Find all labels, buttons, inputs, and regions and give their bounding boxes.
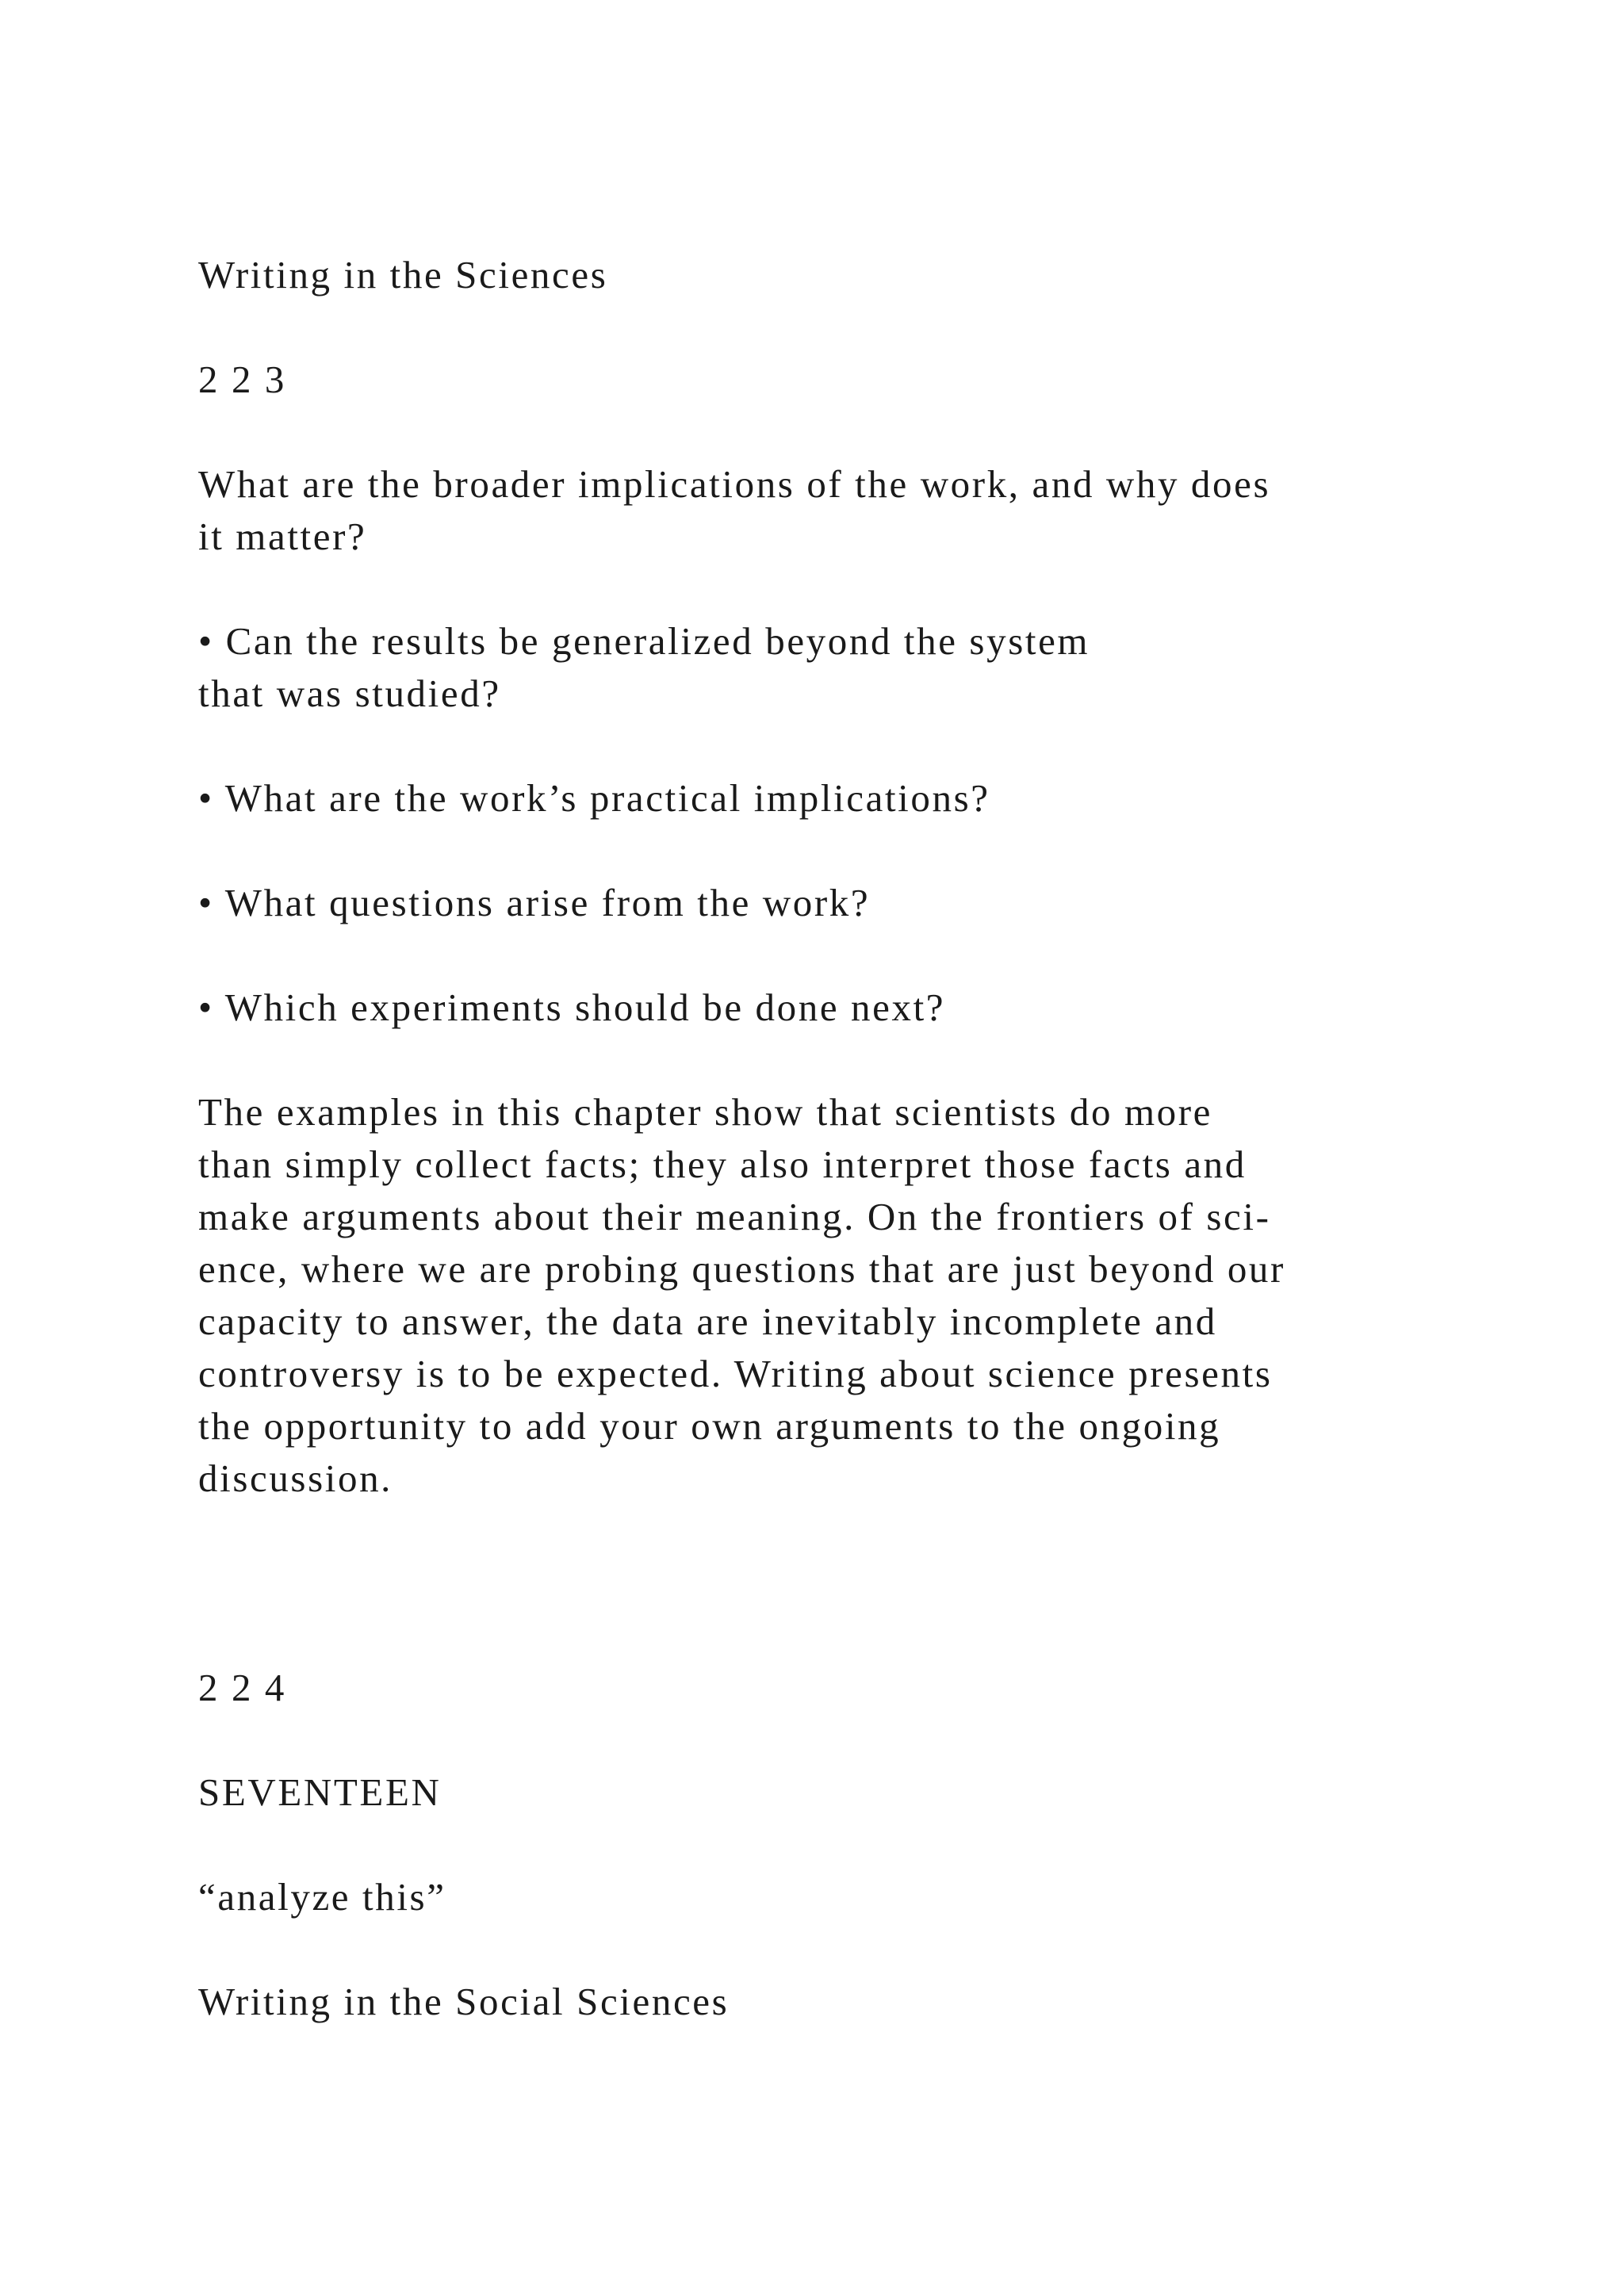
text-line: than simply collect facts; they also interpret those facts and (198, 1142, 1247, 1186)
chapter-number: SEVENTEEN (198, 1770, 442, 1814)
chapter-title: “analyze this” (198, 1875, 446, 1919)
text-line: The examples in this chapter show that scientists do more (198, 1090, 1213, 1134)
page-number: 2 2 3 (198, 358, 286, 401)
text-line: the opportunity to add your own arguments to the ongoing (198, 1404, 1221, 1448)
chapter-subtitle: Writing in the Social Sciences (198, 1980, 730, 2023)
bullet-item: • What questions arise from the work? (198, 881, 871, 924)
text-line: make arguments about their meaning. On the frontiers of sci- (198, 1195, 1271, 1238)
text-line: that was studied? (198, 672, 501, 715)
text-line: ence, where we are probing questions that are just beyond our (198, 1247, 1285, 1291)
text-line: controversy is to be expected. Writing about science presents (198, 1352, 1273, 1395)
bullet-item: • What are the work’s practical implications? (198, 776, 990, 820)
text-line: discussion. (198, 1456, 393, 1500)
running-head: Writing in the Sciences (198, 253, 608, 297)
text-line: capacity to answer, the data are inevitably incomplete and (198, 1299, 1217, 1343)
page-number: 2 2 4 (198, 1666, 286, 1709)
text-line: What are the broader implications of the work, and why does (198, 462, 1271, 506)
text-line: it matter? (198, 515, 367, 558)
bullet-item: • Which experiments should be done next? (198, 985, 946, 1029)
text-line: • Can the results be generalized beyond the system (198, 619, 1090, 663)
